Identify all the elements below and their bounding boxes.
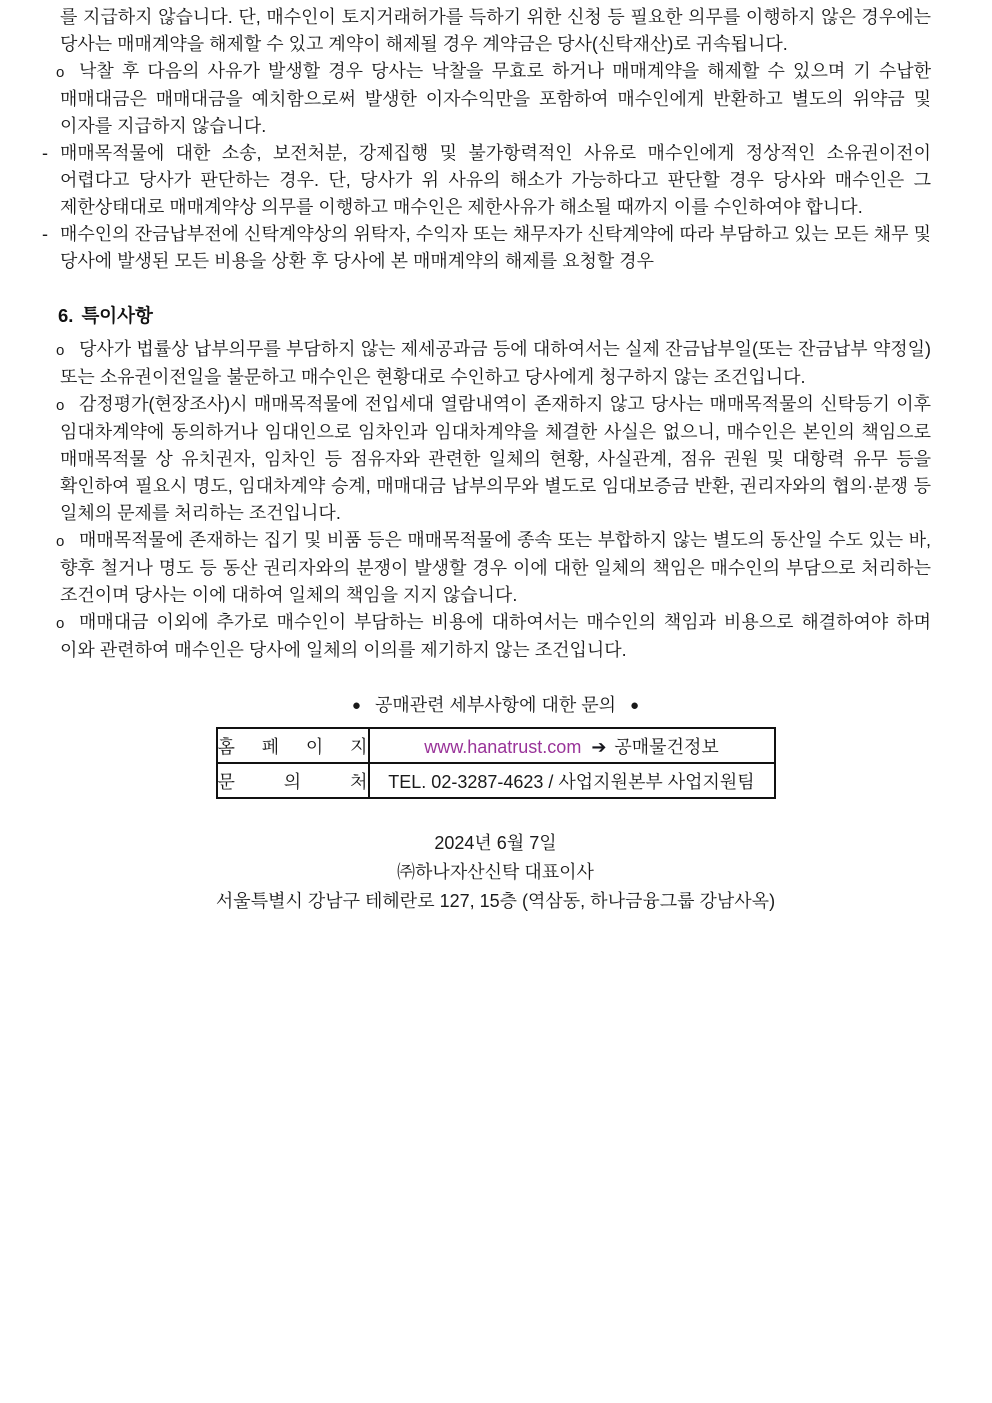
homepage-value-cell	[369, 728, 775, 763]
footer-block	[60, 829, 931, 916]
sub-bullet-item-text: 매수인의 잔금납부전에 신탁계약상의 위탁자, 수익자 또는 채무자가 신탁계약에 따라 부담하고 있는 모든 채무 및 당사에 발생된 모든 비용을 상환 후 당사에 본 매매계약의 해제를 요청할 경우	[60, 224, 931, 271]
section-number: 6.	[58, 305, 74, 326]
homepage-url[interactable]: www.hanatrust.com	[424, 736, 582, 757]
homepage-label-cell: 홈 페 이 지	[217, 728, 369, 763]
circle-bullet-icon: o	[56, 342, 65, 359]
circle-bullet-icon: o	[56, 533, 65, 550]
section-title: 특이사항	[81, 305, 153, 326]
bullet-item	[56, 609, 931, 664]
bullet-item-text: 낙찰 후 다음의 사유가 발생할 경우 당사는 낙찰을 무효로 하거나 매매계약을 해제할 수 있으며 기 수납한 매매대금은 매매대금을 예치함으로써 발생한 이자수익만을 포함하여 매수인에게 반환하고 별도의 위약금 및 이자를 지급하지 않습니다.	[60, 61, 931, 136]
auction-info-label: 공매물건정보	[614, 736, 719, 757]
bullet-item	[56, 58, 931, 140]
bullet-item	[56, 391, 931, 527]
sub-bullet-item	[42, 221, 931, 275]
contact-label-cell: 문 의 처	[217, 763, 369, 798]
bullet-item	[56, 527, 931, 609]
circle-bullet-icon: o	[56, 64, 65, 81]
bullet-item-text: 감정평가(현장조사)시 매매목적물에 전입세대 열람내역이 존재하지 않고 당사는 매매목적물의 신탁등기 이후 임대차계약에 동의하거나 임대인으로 임차인과 임대차계약을 체결한 사실은 없으니, 매수인은 본인의 책임으로 매매목적물 상 유치권자, 임차인 등 점유자와 관련한 일체의 현황, 사실관계, 점유 권원 및 대항력 유무 등을 확인하여 필요시 명도, 임대차계약 승계, 매매대금 납부의무와 별도로 임대보증금 반환, 권리자와의 협의·분쟁 등 일체의 문제를 처리하는 조건입니다.	[60, 394, 931, 523]
circle-bullet-icon: o	[56, 397, 65, 414]
bullet-item-text: 매매대금 이외에 추가로 매수인이 부담하는 비용에 대하여서는 매수인의 책임과 비용으로 해결하여야 하며 이와 관련하여 매수인은 당사에 일체의 이의를 제기하지 않는 조건입니다.	[60, 612, 931, 660]
dash-bullet-icon: -	[42, 224, 48, 244]
section-6-heading	[58, 302, 931, 329]
bullet-item-text: 당사가 법률상 납부의무를 부담하지 않는 제세공과금 등에 대하여서는 실제 잔금납부일(또는 잔금납부 약정일) 또는 소유권이전일을 불문하고 매수인은 현황대로 수인하고 당사에게 청구하지 않는 조건입니다.	[60, 339, 931, 387]
issue-date: 2024년 6월 7일	[434, 833, 557, 853]
arrow-right-icon: ➔	[591, 736, 607, 757]
continuation-paragraph: 를 지급하지 않습니다. 단, 매수인이 토지거래허가를 득하기 위한 신청 등 필요한 의무를 이행하지 않은 경우에는 당사는 매매계약을 해제할 수 있고 계약이 해제될 경우 계약금은 당사(신탁재산)로 귀속됩니다.	[60, 7, 931, 54]
circle-bullet-icon: o	[56, 615, 65, 632]
dot-bullet-icon: ●	[630, 697, 640, 714]
bullet-item	[56, 336, 931, 391]
sub-bullet-item-text: 매매목적물에 대한 소송, 보전처분, 강제집행 및 불가항력적인 사유로 매수인에게 정상적인 소유권이전이 어렵다고 당사가 판단하는 경우. 단, 당사가 위 사유의 해소가 가능하다고 판단할 경우 당사와 매수인은 그 제한상태대로 매매계약상 의무를 이행하고 매수인은 제한사유가 해소될 때까지 이를 수인하여야 합니다.	[60, 143, 931, 217]
company-name: ㈜하나자산신탁 대표이사	[397, 862, 594, 882]
contact-table	[216, 727, 776, 799]
dash-bullet-icon: -	[42, 143, 48, 163]
sub-bullet-item	[42, 140, 931, 221]
table-row-contact	[217, 763, 775, 798]
contact-value-cell: TEL. 02-3287-4623 / 사업지원본부 사업지원팀	[369, 763, 775, 798]
dot-bullet-icon: ●	[351, 697, 361, 714]
inquiry-heading	[60, 692, 931, 719]
company-address: 서울특별시 강남구 테헤란로 127, 15층 (역삼동, 하나금융그룹 강남사옥)	[215, 891, 776, 911]
table-row-homepage	[217, 728, 775, 763]
inquiry-heading-text: 공매관련 세부사항에 대한 문의	[374, 695, 617, 715]
bullet-item-text: 매매목적물에 존재하는 집기 및 비품 등은 매매목적물에 종속 또는 부합하지 않는 별도의 동산일 수도 있는 바, 향후 철거나 명도 등 동산 권리자와의 분쟁이 발생할 경우 이에 대한 일체의 책임은 매수인의 부담으로 처리하는 조건이며 당사는 이에 대하여 일체의 책임을 지지 않습니다.	[60, 530, 931, 605]
